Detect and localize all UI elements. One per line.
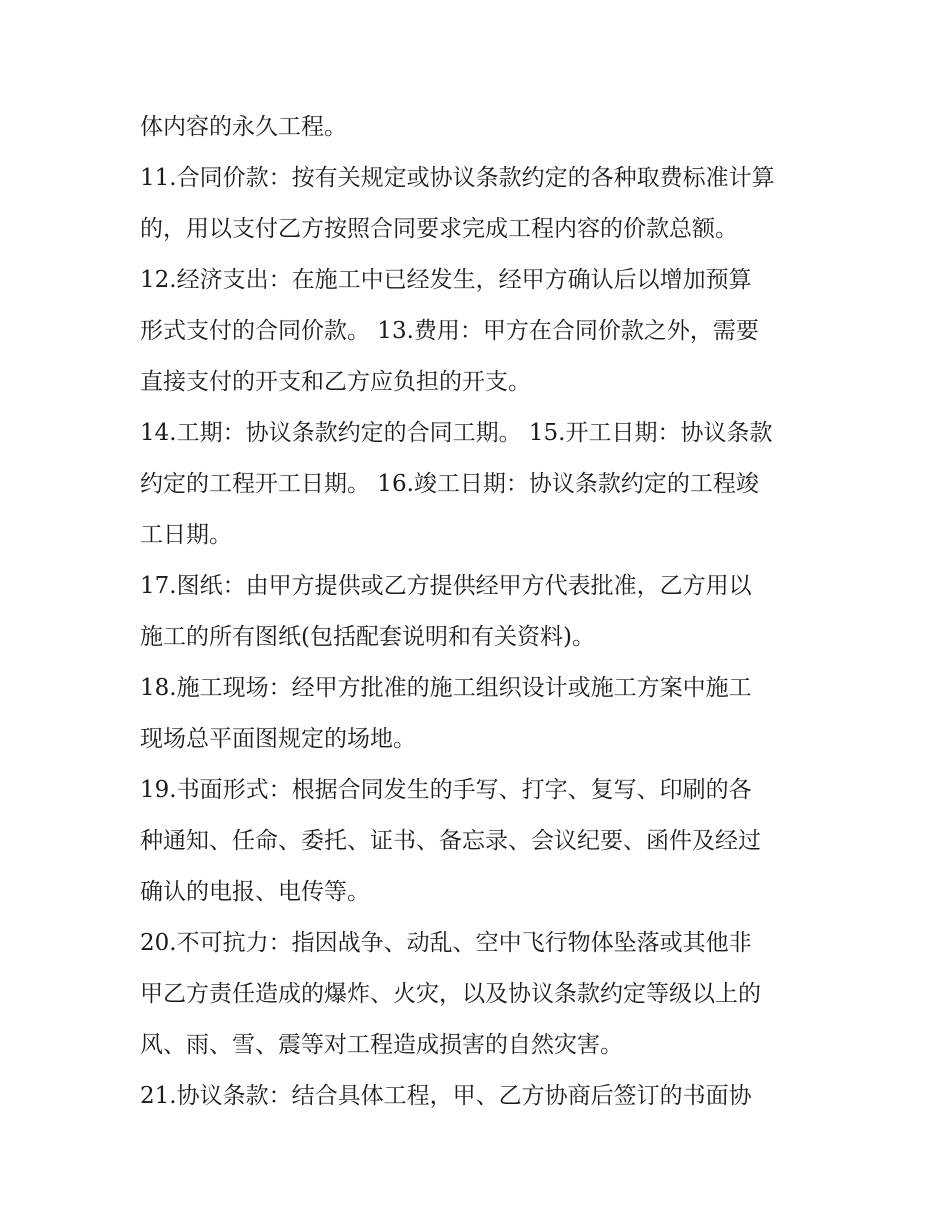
text-line-16: 确认的电报、电传等。	[140, 879, 370, 905]
text-line-10: 17.图纸：由甲方提供或乙方提供经甲方代表批准，乙方用以	[140, 573, 752, 599]
text-line-17: 20.不可抗力：指因战争、动乱、空中飞行物体坠落或其他非	[140, 930, 752, 956]
text-line-9: 工日期。	[140, 522, 232, 548]
text-line-12: 18.施工现场：经甲方批准的施工组织设计或施工方案中施工	[140, 675, 752, 701]
text-line-18: 甲乙方责任造成的爆炸、火灾，以及协议条款约定等级以上的	[140, 981, 761, 1007]
text-line-4: 12.经济支出：在施工中已经发生，经甲方确认后以增加预算	[140, 267, 752, 293]
text-line-19: 风、雨、雪、震等对工程造成损害的自然灾害。	[140, 1032, 623, 1058]
text-line-8: 约定的工程开工日期。 16.竣工日期：协议条款约定的工程竣	[140, 471, 759, 497]
text-line-1: 体内容的永久工程。	[140, 114, 347, 140]
text-line-3: 的，用以支付乙方按照合同要求完成工程内容的价款总额。	[140, 216, 738, 242]
document-body	[140, 102, 820, 1122]
text-line-14: 19.书面形式：根据合同发生的手写、打字、复写、印刷的各	[140, 777, 752, 803]
text-line-11: 施工的所有图纸(包括配套说明和有关资料)。	[140, 624, 595, 650]
text-line-5: 形式支付的合同价款。 13.费用：甲方在合同价款之外，需要	[140, 318, 759, 344]
text-line-20: 21.协议条款：结合具体工程，甲、乙方协商后签订的书面协	[140, 1083, 752, 1109]
text-line-2: 11.合同价款：按有关规定或协议条款约定的各种取费标准计算	[140, 165, 775, 191]
text-line-15: 种通知、任命、委托、证书、备忘录、会议纪要、函件及经过	[140, 828, 761, 854]
text-line-13: 现场总平面图规定的场地。	[140, 726, 416, 752]
text-line-6: 直接支付的开支和乙方应负担的开支。	[140, 369, 531, 395]
text-line-7: 14.工期：协议条款约定的合同工期。 15.开工日期：协议条款	[140, 420, 773, 446]
